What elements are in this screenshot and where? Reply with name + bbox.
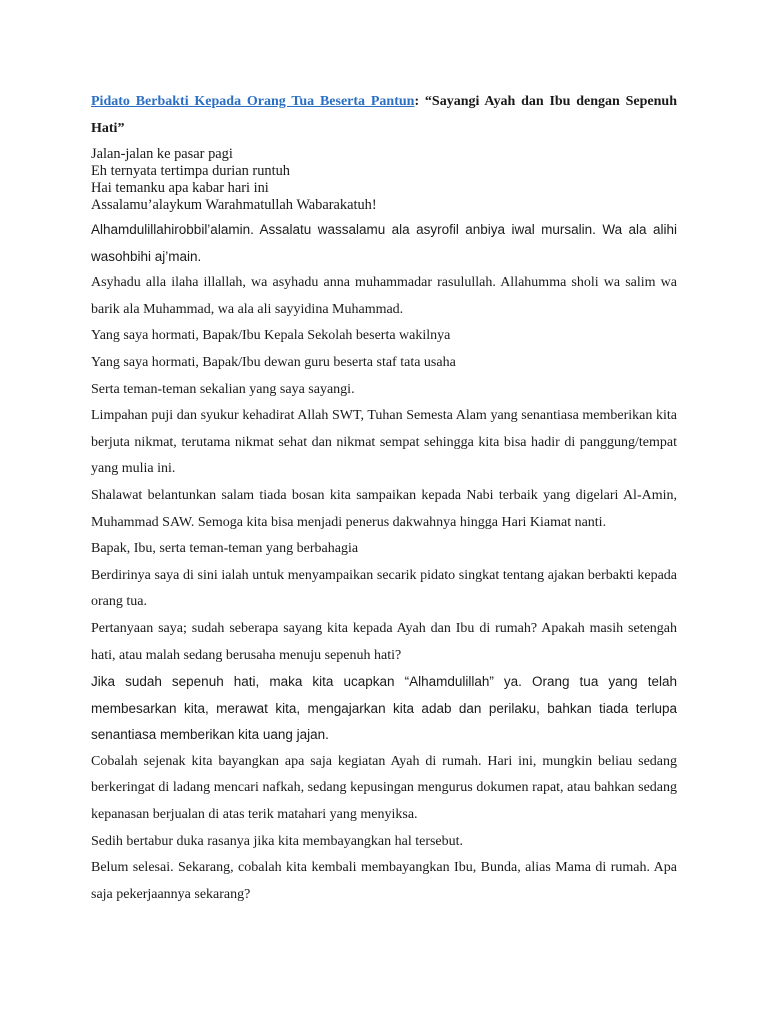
paragraph-sad: Sedih bertabur duka rasanya jika kita membayangkan hal tersebut.	[91, 833, 464, 849]
paragraph-greeting-teachers: Yang saya hormati, Bapak/Ibu dewan guru beserta staf tata usaha	[91, 354, 456, 370]
paragraph-greeting-friends: Serta teman-teman sekalian yang saya sayangi.	[91, 381, 355, 397]
paragraph-greeting-principal: Yang saya hormati, Bapak/Ibu Kepala Sekolah beserta wakilnya	[91, 328, 451, 344]
title-link[interactable]: Pidato Berbakti Kepada Orang Tua Beserta Pantun	[91, 94, 415, 109]
paragraph-shalawat: Shalawat belantunkan salam tiada bosan kita sampaikan kepada Nabi terbaik yang digelari Al-Amin, Muhammad SAW. Semoga kita bisa menjadi penerus dakwahnya hingga Hari Kiamat nanti.	[91, 487, 677, 530]
paragraph-syahadat: Asyhadu alla ilaha illallah, wa asyhadu anna muhammadar rasulullah. Allahumma sholi wa salim wa barik ala Muhammad, wa ala ali sayyidina Muhammad.	[91, 275, 677, 317]
pantun-line: Jalan-jalan ke pasar pagi	[91, 146, 233, 162]
title-subtitle: : “Sayangi Ayah dan Ibu dengan Sepenuh Hati”	[91, 94, 678, 136]
paragraph-question: Pertanyaan saya; sudah seberapa sayang kita kepada Ayah dan Ibu di rumah? Apakah masih setengah hati, atau malah sedang berusaha menuju sepenuh hati?	[91, 620, 677, 663]
pantun-line: Eh ternyata tertimpa durian runtuh	[91, 163, 291, 179]
document-title	[91, 88, 677, 142]
paragraph-address: Bapak, Ibu, serta teman-teman yang berbahagia	[91, 541, 359, 557]
paragraph-mother: Belum selesai. Sekarang, cobalah kita kembali membayangkan Ibu, Bunda, alias Mama di rumah. Apa saja pekerjaannya sekarang?	[91, 860, 677, 902]
paragraph-opening: Alhamdulillahirobbil’alamin. Assalatu wassalamu ala asyrofil anbiya iwal mursalin. Wa ala alihi wasohbihi aj’main.	[91, 222, 677, 264]
paragraph-alhamdulillah: Jika sudah sepenuh hati, maka kita ucapkan “Alhamdulillah” ya. Orang tua yang telah membesarkan kita, merawat kita, mengajarkan kita adab dan perilaku, bahkan tiada terlupa senantiasa memberikan kita uang jajan.	[91, 674, 677, 743]
paragraph-purpose: Berdirinya saya di sini ialah untuk menyampaikan secarik pidato singkat tentang ajakan berbakti kepada orang tua.	[91, 567, 677, 610]
pantun-line: Assalamu’alaykum Warahmatullah Wabarakatuh!	[91, 197, 377, 213]
pantun-block	[91, 146, 677, 214]
document-page	[91, 88, 677, 908]
paragraph-gratitude: Limpahan puji dan syukur kehadirat Allah SWT, Tuhan Semesta Alam yang senantiasa memberikan kita berjuta nikmat, terutama nikmat sehat dan nikmat sempat sehingga kita bisa hadir di panggung/tempat yang mulia ini.	[91, 408, 677, 477]
paragraph-father: Cobalah sejenak kita bayangkan apa saja kegiatan Ayah di rumah. Hari ini, mungkin beliau sedang berkeringat di ladang mencari nafkah, sedang kepusingan mengurus dokumen rapat, atau bahkan sedang kepanasan berjualan di atas terik matahari yang menyiksa.	[91, 753, 677, 823]
pantun-line: Hai temanku apa kabar hari ini	[91, 180, 269, 196]
